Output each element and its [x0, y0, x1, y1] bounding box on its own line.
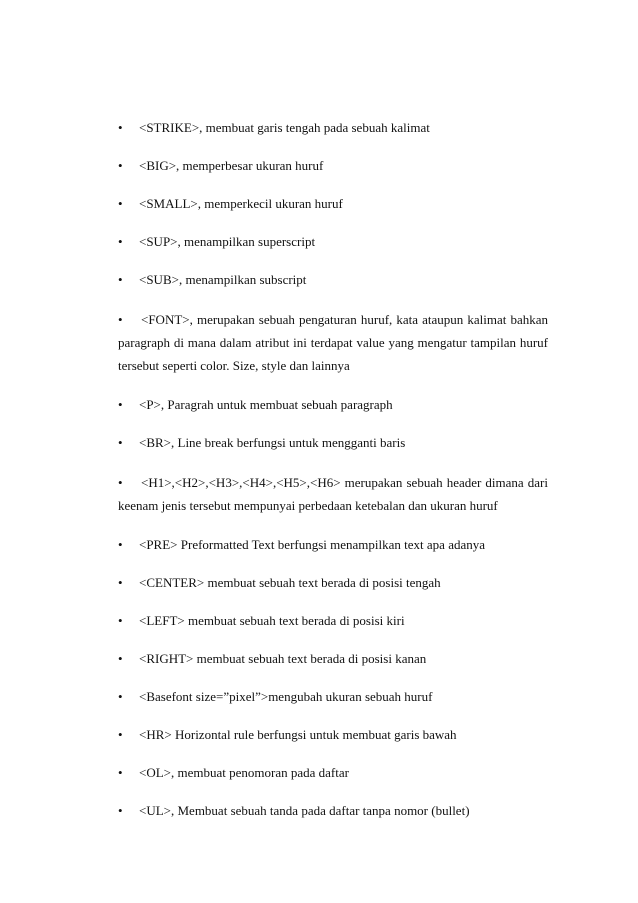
bullet-icon: •: [118, 435, 123, 450]
list-item: [118, 649, 548, 669]
list-item: [118, 194, 548, 214]
list-item: [118, 573, 548, 593]
list-item: [118, 687, 548, 707]
list-item-text: <BR>, Line break berfungsi untuk mengganti baris: [139, 435, 406, 450]
list-item-text: <BIG>, memperbesar ukuran huruf: [139, 158, 324, 173]
list-item: [118, 471, 548, 517]
bullet-icon: •: [118, 475, 123, 490]
list-item-text: <CENTER> membuat sebuah text berada di posisi tengah: [139, 575, 441, 590]
list-item-text: <H1>,<H2>,<H3>,<H4>,<H5>,<H6> merupakan sebuah header dimana dari keenam jenis tersebut mempunyai perbedaan ketebalan dan ukuran huruf: [118, 475, 548, 513]
list-item: [118, 763, 548, 783]
list-item-text: <OL>, membuat penomoran pada daftar: [139, 765, 349, 780]
list-item-text: <SUP>, menampilkan superscript: [139, 234, 316, 249]
bullet-list: [118, 118, 548, 821]
list-item-text: <LEFT> membuat sebuah text berada di posisi kiri: [139, 613, 405, 628]
bullet-icon: •: [118, 651, 123, 666]
list-item-text: <HR> Horizontal rule berfungsi untuk membuat garis bawah: [139, 727, 457, 742]
bullet-icon: •: [118, 120, 123, 135]
bullet-icon: •: [118, 575, 123, 590]
list-item-text: <P>, Paragrah untuk membuat sebuah paragraph: [139, 397, 393, 412]
list-item-text: <Basefont size=”pixel”>mengubah ukuran sebuah huruf: [139, 689, 433, 704]
list-item: [118, 308, 548, 377]
list-item-text: <PRE> Preformatted Text berfungsi menampilkan text apa adanya: [139, 537, 485, 552]
bullet-icon: •: [118, 689, 123, 704]
list-item: [118, 801, 548, 821]
list-item: [118, 156, 548, 176]
list-item: [118, 433, 548, 453]
bullet-icon: •: [118, 537, 123, 552]
list-item-text: <FONT>, merupakan sebuah pengaturan huruf, kata ataupun kalimat bahkan paragraph di mana dalam atribut ini terdapat value yang mengatur tampilan huruf tersebut seperti color. Size, style dan lainnya: [118, 312, 548, 373]
bullet-icon: •: [118, 613, 123, 628]
bullet-icon: •: [118, 272, 123, 287]
list-item: [118, 611, 548, 631]
list-item-text: <SMALL>, memperkecil ukuran huruf: [139, 196, 343, 211]
bullet-icon: •: [118, 397, 123, 412]
list-item: [118, 118, 548, 138]
list-item: [118, 232, 548, 252]
bullet-icon: •: [118, 727, 123, 742]
bullet-icon: •: [118, 803, 123, 818]
bullet-icon: •: [118, 765, 123, 780]
bullet-icon: •: [118, 196, 123, 211]
list-item-text: <STRIKE>, membuat garis tengah pada sebuah kalimat: [139, 120, 430, 135]
list-item: [118, 725, 548, 745]
list-item: [118, 535, 548, 555]
list-item: [118, 270, 548, 290]
bullet-icon: •: [118, 312, 123, 327]
list-item-text: <RIGHT> membuat sebuah text berada di posisi kanan: [139, 651, 427, 666]
list-item-text: <UL>, Membuat sebuah tanda pada daftar tanpa nomor (bullet): [139, 803, 470, 818]
list-item: [118, 395, 548, 415]
bullet-icon: •: [118, 158, 123, 173]
list-item-text: <SUB>, menampilkan subscript: [139, 272, 307, 287]
bullet-icon: •: [118, 234, 123, 249]
